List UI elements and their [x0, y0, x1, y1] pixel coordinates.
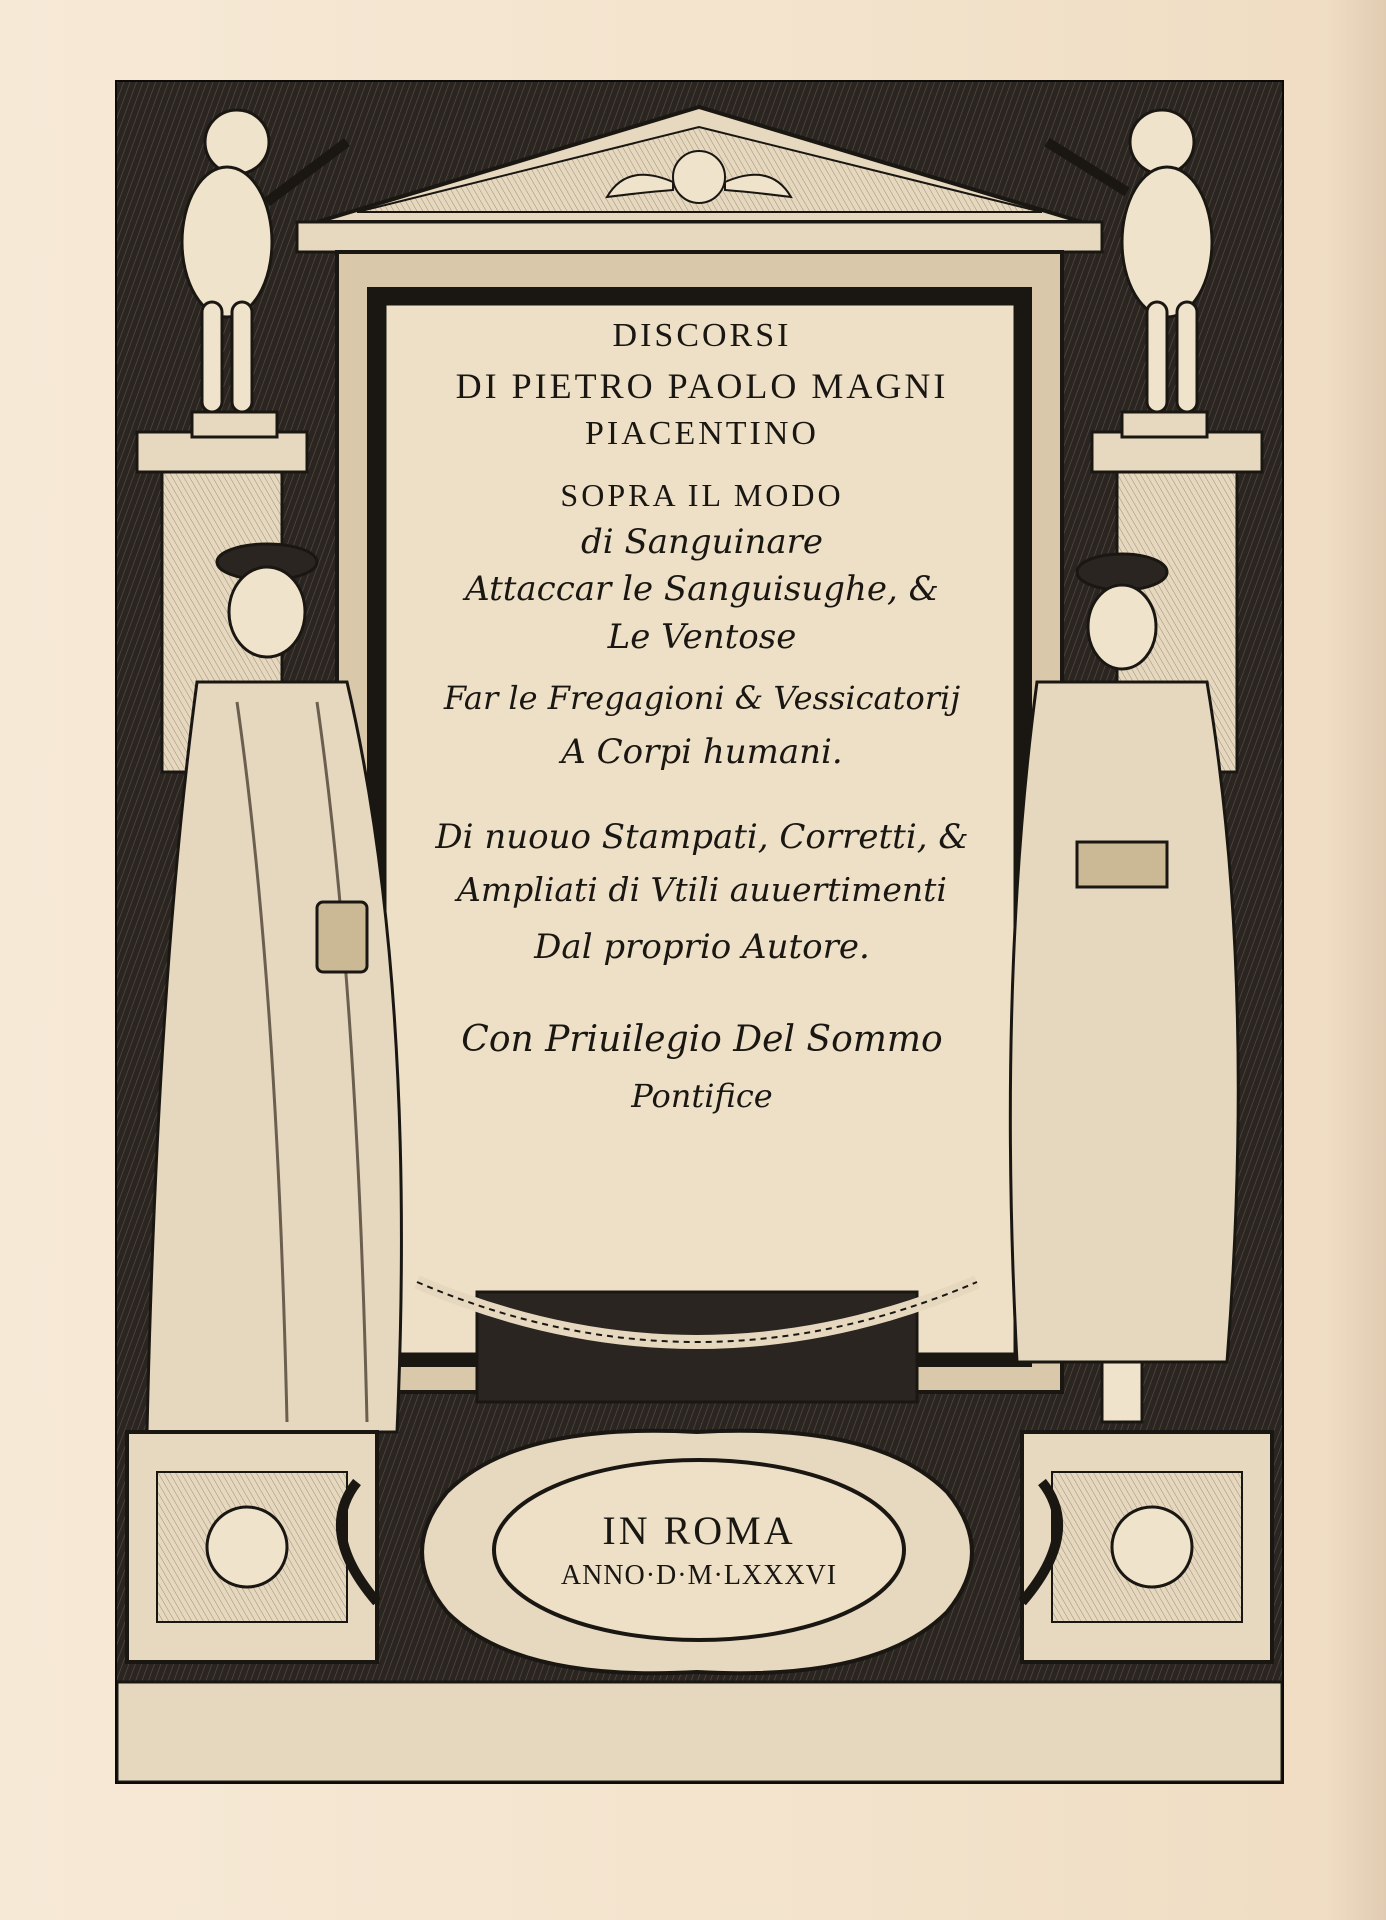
title-line-pontiff: Pontifice [631, 1077, 773, 1115]
figure-right-physician [1010, 554, 1238, 1422]
engraved-frontispiece [115, 80, 1284, 1784]
title-line-subject: SOPRA IL MODO [560, 477, 844, 513]
title-line-privilege: Con Priuilegio Del Sommo [461, 1019, 943, 1060]
title-line-leeches: Attaccar le Sanguisughe, & [465, 569, 939, 609]
title-line-origin: PIACENTINO [585, 415, 819, 452]
imprint-date: ANNO·D·M·LXXXVI [560, 1560, 838, 1591]
title-line-bodies: A Corpi humani. [561, 732, 843, 772]
title-line-by-author: Dal proprio Autore. [534, 927, 870, 967]
title-line-expanded: Ampliati di Vtili auuertimenti [457, 870, 947, 909]
title-line-cupping: Le Ventose [607, 617, 797, 657]
title-text-panel [407, 307, 997, 1307]
title-line-author: DI PIETRO PAOLO MAGNI [455, 366, 949, 406]
mask-ornament-right [1112, 1507, 1192, 1587]
title-line-reprinted: Di nuouo Stampati, Corretti, & [435, 817, 969, 857]
mask-ornament-left [207, 1507, 287, 1587]
title-line-discorsi: DISCORSI [612, 317, 792, 354]
title-line-bloodletting: di Sanguinare [581, 522, 823, 562]
page-edge-shadow [1326, 0, 1386, 1920]
title-line-blisters: Far le Fregagioni & Vessicatorij [443, 679, 961, 717]
imprint-place: IN ROMA [602, 1508, 796, 1553]
